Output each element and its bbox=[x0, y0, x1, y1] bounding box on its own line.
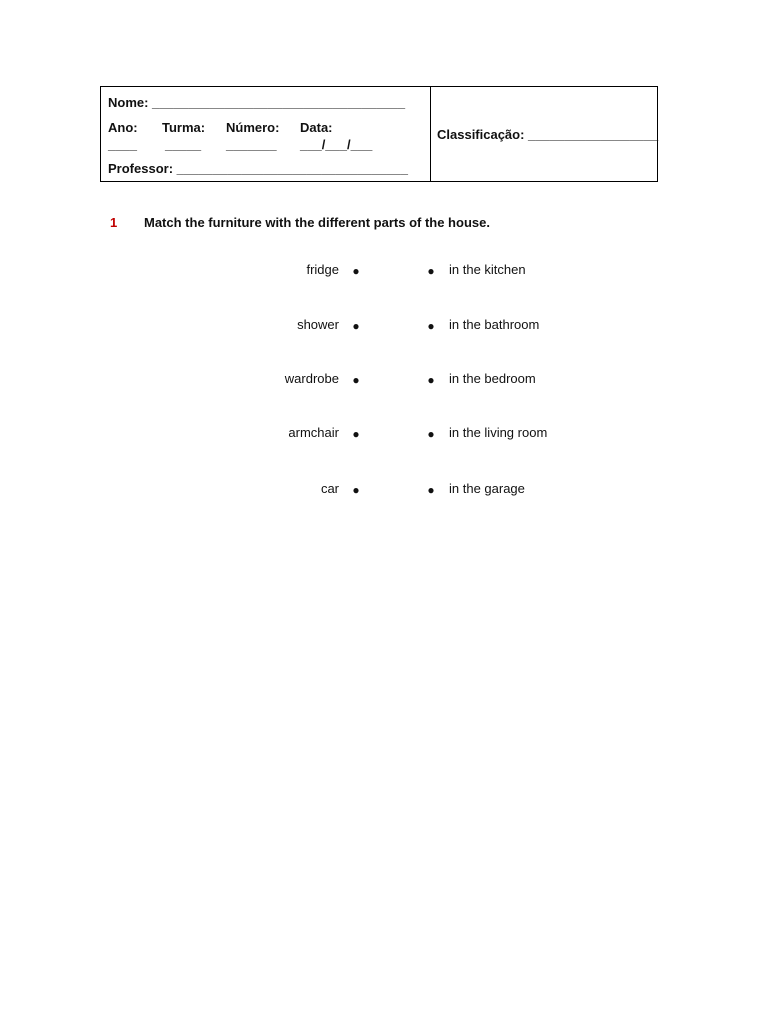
left-match-dot[interactable]: ● bbox=[352, 427, 360, 441]
left-item-fridge: fridge bbox=[306, 262, 339, 277]
name-field[interactable]: Nome: ___________________________________ bbox=[108, 95, 406, 110]
left-item-wardrobe: wardrobe bbox=[284, 371, 339, 386]
right-match-dot[interactable]: ● bbox=[427, 264, 435, 278]
left-match-dot[interactable]: ● bbox=[352, 483, 360, 497]
ano-field[interactable]: ____ bbox=[108, 137, 137, 152]
data-label: Data: bbox=[300, 120, 333, 135]
right-match-dot[interactable]: ● bbox=[427, 427, 435, 441]
student-info-box bbox=[100, 86, 658, 182]
exercise-number: 1 bbox=[110, 215, 118, 230]
left-item-armchair: armchair bbox=[288, 425, 339, 440]
left-match-dot[interactable]: ● bbox=[352, 264, 360, 278]
left-item-car: car bbox=[320, 481, 339, 496]
right-item-living-room: in the living room bbox=[449, 425, 548, 440]
numero-field[interactable]: _______ bbox=[226, 137, 277, 152]
right-item-garage: in the garage bbox=[449, 481, 525, 496]
data-field[interactable]: ___/___/___ bbox=[300, 137, 373, 152]
right-item-kitchen: in the kitchen bbox=[449, 262, 526, 277]
ano-label: Ano: bbox=[108, 120, 138, 135]
right-item-bedroom: in the bedroom bbox=[449, 371, 536, 386]
right-match-dot[interactable]: ● bbox=[427, 319, 435, 333]
numero-label: Número: bbox=[226, 120, 280, 135]
turma-field[interactable]: _____ bbox=[165, 137, 202, 152]
turma-label: Turma: bbox=[162, 120, 206, 135]
left-item-shower: shower bbox=[297, 317, 339, 332]
header-divider bbox=[430, 87, 431, 181]
left-match-dot[interactable]: ● bbox=[352, 373, 360, 387]
right-item-bathroom: in the bathroom bbox=[449, 317, 540, 332]
exercise-instruction: Match the furniture with the different parts of the house. bbox=[144, 215, 490, 230]
left-match-dot[interactable]: ● bbox=[352, 319, 360, 333]
right-match-dot[interactable]: ● bbox=[427, 483, 435, 497]
professor-field[interactable]: Professor: ________________________________ bbox=[108, 161, 408, 176]
classificacao-field[interactable]: Classificação: __________________ bbox=[437, 127, 659, 142]
right-match-dot[interactable]: ● bbox=[427, 373, 435, 387]
